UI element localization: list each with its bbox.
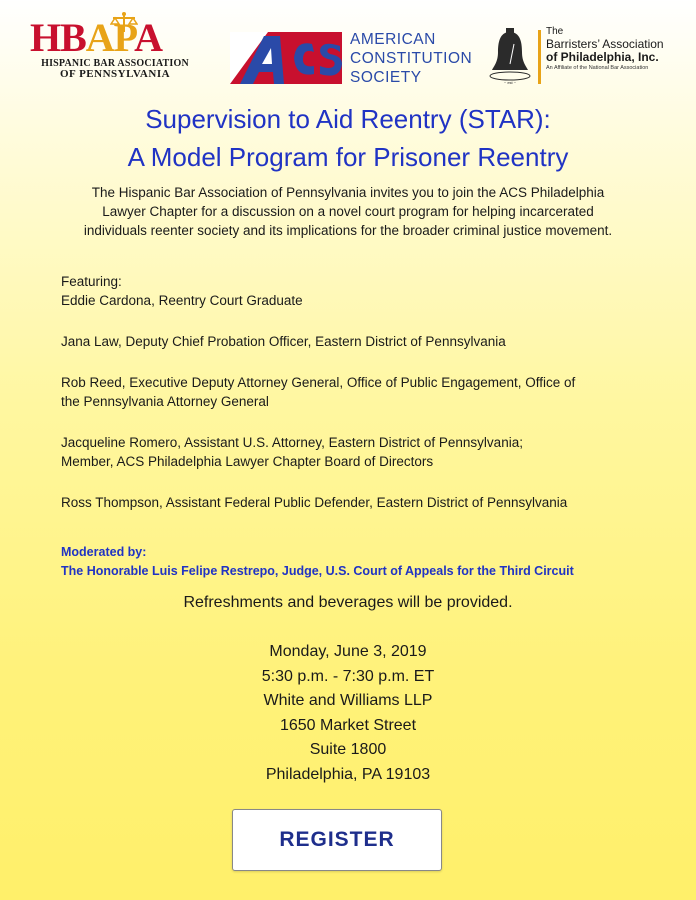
event-city: Philadelphia, PA 19103 <box>265 765 431 783</box>
moderator-block <box>61 543 681 581</box>
speakers-list <box>61 272 661 534</box>
speaker-item: Jana Law, Deputy Chief Probation Officer, Eastern District of Pennsylvania <box>61 334 506 349</box>
event-title <box>0 100 696 176</box>
event-suite: Suite 1800 <box>309 741 387 758</box>
speaker-item: Jacqueline Romero, Assistant U.S. Attorney, Eastern District of Pennsylvania; Member, ACS Philadelphia Lawyer Chapter Board of Directors <box>61 435 523 469</box>
moderator-name: The Honorable Luis Felipe Restrepo, Judge, U.S. Court of Appeals for the Third Circuit <box>61 564 574 578</box>
acs-mark-icon <box>230 32 342 84</box>
liberty-bell-seal-icon <box>486 26 534 86</box>
event-date: Monday, June 3, 2019 <box>269 643 427 660</box>
event-time: 5:30 p.m. - 7:30 p.m. ET <box>261 667 435 685</box>
logo-bar <box>0 10 696 90</box>
speaker-item: Featuring: Eddie Cardona, Reentry Court Graduate <box>61 274 303 308</box>
refreshments-note: Refreshments and beverages will be provided. <box>183 594 513 611</box>
event-venue: White and Williams LLP <box>263 692 433 709</box>
barristers-wordmark: The Barristers’ Association of Philadelphia, Inc. An Affiliate of the National Bar Association <box>546 26 664 71</box>
title-line-2: A Model Program for Prisoner Reentry <box>127 142 569 172</box>
barristers-logo <box>486 24 686 90</box>
hbapa-fullname: HISPANIC BAR ASSOCIATION OF PENNSYLVANIA <box>41 58 189 80</box>
moderator-label: Moderated by: <box>61 545 147 559</box>
event-street: 1650 Market Street <box>279 716 417 734</box>
acs-wordmark: AMERICAN CONSTITUTION SOCIETY <box>350 31 473 86</box>
title-line-1: Supervision to Aid Reentry (STAR): <box>145 104 551 134</box>
intro-paragraph: The Hispanic Bar Association of Pennsylvania invites you to join the ACS Philadelphia Lawyer Chapter for a discussion on a novel court program for helping incarcerated individuals reenter society and its implications for the broader criminal justice movement. <box>83 185 613 238</box>
hbapa-abbreviation: HBAPA <box>30 15 163 60</box>
gold-divider <box>538 30 541 84</box>
featuring-label: Featuring: <box>61 274 122 289</box>
hbapa-logo <box>30 15 195 80</box>
speaker-item: Ross Thompson, Assistant Federal Public Defender, Eastern District of Pennsylvania <box>61 495 568 510</box>
speaker-item: Rob Reed, Executive Deputy Attorney General, Office of Public Engagement, Office of the Pennsylvania Attorney General <box>61 375 576 409</box>
event-details <box>0 640 696 787</box>
register-button[interactable]: REGISTER <box>232 809 442 871</box>
svg-text:~ est ~: ~ est ~ <box>503 80 517 85</box>
